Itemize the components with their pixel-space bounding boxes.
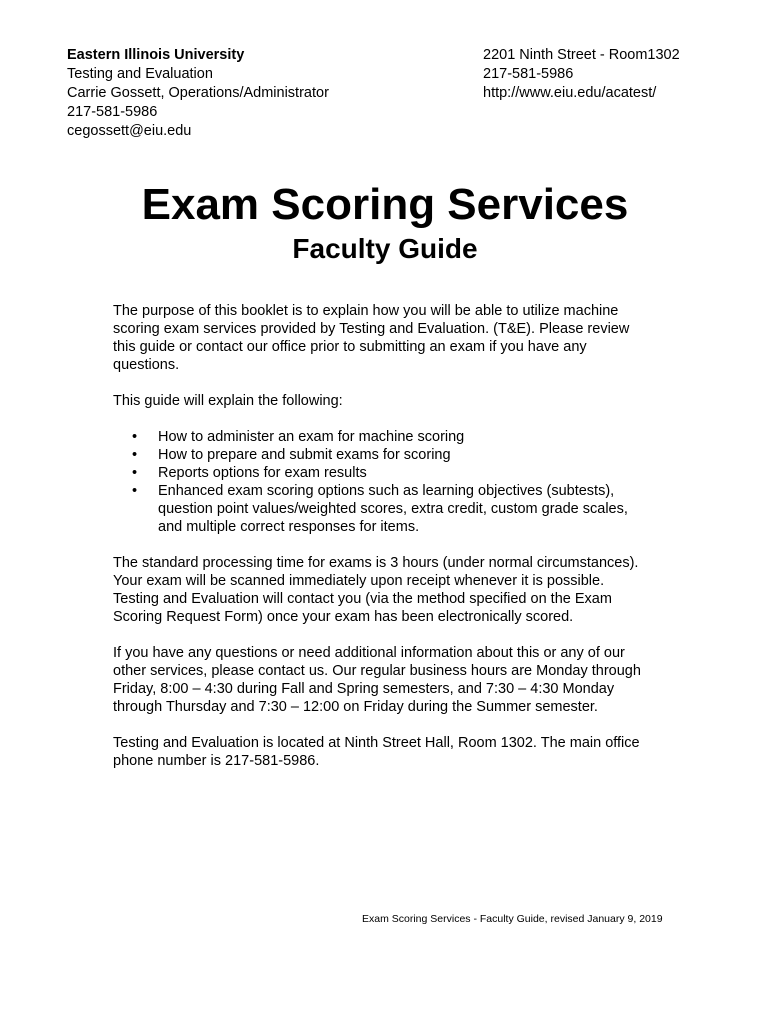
list-item-text: Reports options for exam results — [158, 465, 367, 481]
bullet-icon: • — [132, 429, 138, 445]
list-item — [132, 428, 653, 446]
document-body — [113, 302, 653, 788]
organization-name: Eastern Illinois University — [67, 47, 245, 63]
list-intro: This guide will explain the following: — [113, 393, 343, 409]
topics-list — [113, 428, 653, 536]
list-item-text: How to administer an exam for machine scoring — [158, 429, 465, 445]
office-website: http://www.eiu.edu/acatest/ — [483, 85, 657, 101]
intro-paragraph: The purpose of this booklet is to explain how you will be able to utilize machine scoring exam services provided by Testing and Evaluation. (T&E). Please review this guide or contact our office prior to submitting an exam if you have any questions. — [113, 303, 630, 373]
list-item — [132, 446, 653, 464]
list-item-text: How to prepare and submit exams for scoring — [158, 447, 451, 463]
department-name: Testing and Evaluation — [67, 66, 213, 82]
list-item — [132, 482, 653, 536]
contact-email: cegossett@eiu.edu — [67, 123, 192, 139]
office-phone: 217-581-5986 — [483, 66, 574, 82]
page-footer: Exam Scoring Services - Faculty Guide, revised January 9, 2019 — [362, 913, 663, 925]
contact-name: Carrie Gossett, Operations/Administrator — [67, 85, 329, 101]
header-address-block — [483, 46, 680, 103]
business-hours-paragraph: If you have any questions or need additional information about this or any of our other services, please contact us. Our regular business hours are Monday through Friday, 8:00 – 4:30 during Fall and Spring semesters, and 7:30 – 4:30 Monday through Thursday and 7:30 – 12:00 on Friday during the Summer semester. — [113, 645, 641, 715]
location-paragraph: Testing and Evaluation is located at Ninth Street Hall, Room 1302. The main office phone number is 217-581-5986. — [113, 735, 640, 769]
contact-phone: 217-581-5986 — [67, 104, 158, 120]
bullet-icon: • — [132, 465, 138, 481]
bullet-icon: • — [132, 483, 138, 499]
header-contact-block — [67, 46, 329, 141]
document-subtitle: Faculty Guide — [292, 233, 478, 264]
bullet-icon: • — [132, 447, 138, 463]
document-title: Exam Scoring Services — [141, 180, 629, 229]
processing-time-paragraph: The standard processing time for exams is 3 hours (under normal circumstances). Your exam will be scanned immediately upon receipt whenever it is possible. Testing and Evaluation will contact you (via the method specified on the Exam Scoring Request Form) once your exam has been electronically scored. — [113, 555, 639, 625]
office-address: 2201 Ninth Street - Room1302 — [483, 47, 680, 63]
list-item-text: Enhanced exam scoring options such as learning objectives (subtests), question point values/weighted scores, extra credit, custom grade scales, and multiple correct responses for items. — [158, 483, 628, 535]
list-item — [132, 464, 653, 482]
